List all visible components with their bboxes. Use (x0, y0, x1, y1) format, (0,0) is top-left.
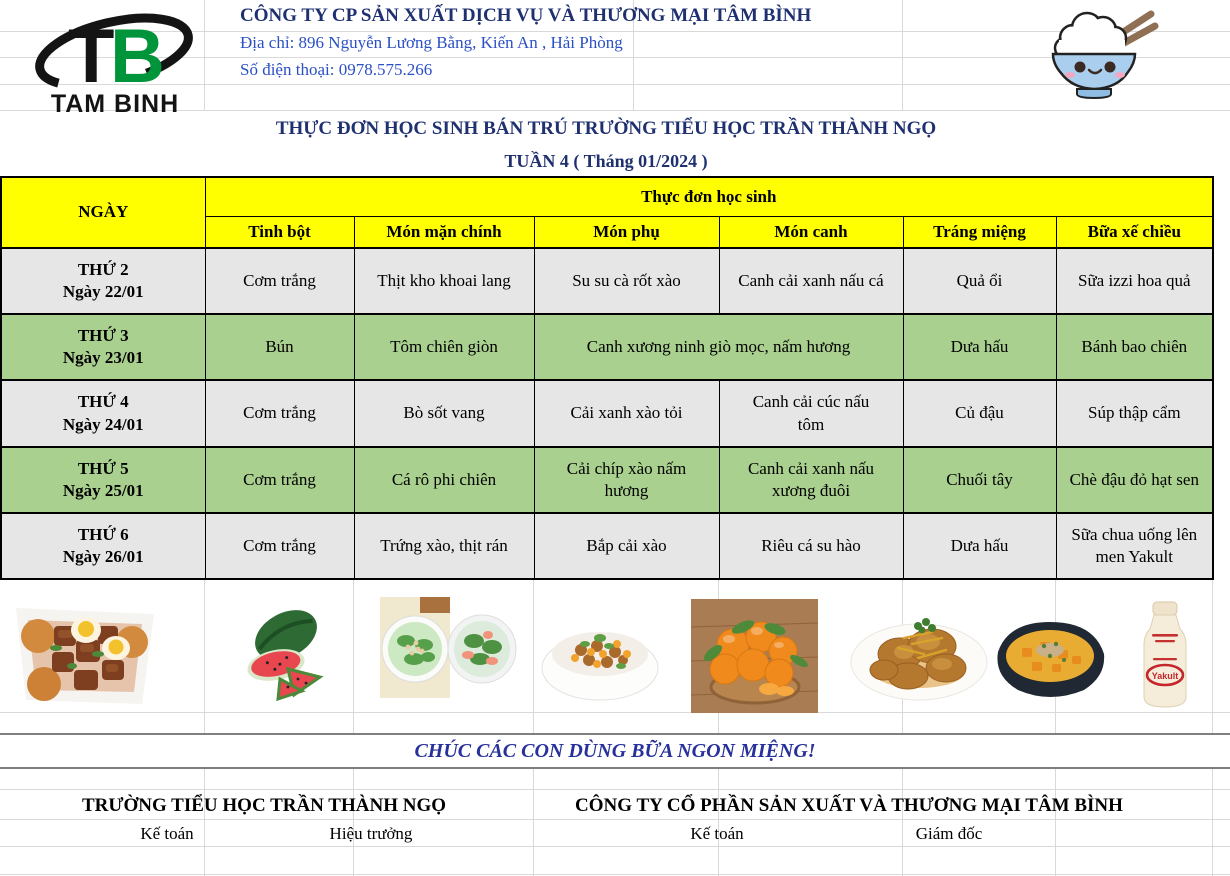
yakult-label: Yakult (1151, 671, 1179, 681)
gridline (0, 819, 1230, 820)
day-cell (1, 513, 205, 579)
company-phone: Số điện thoại: 0978.575.266 (240, 60, 433, 79)
tam-binh-logo-graphic (22, 4, 207, 116)
day-column-header: NGÀY (1, 177, 205, 248)
date-label: Ngày 26/01 (62, 547, 144, 566)
menu-cell: Quả ổi (903, 248, 1056, 314)
menu-cell: Cơm trắng (205, 248, 354, 314)
company-address: Địa chỉ: 896 Nguyễn Lương Bằng, Kiến An , Hải Phòng (240, 33, 623, 52)
menu-cell: Dưa hấu (903, 513, 1056, 579)
menu-cell: Cơm trắng (205, 447, 354, 513)
day-label: THỨ 5 (77, 458, 129, 478)
photo-tangerines-basket (691, 599, 818, 718)
sign-accountant-school: Kế toán (140, 824, 194, 843)
date-label: Ngày 24/01 (62, 414, 144, 434)
logo-letter-b: B (110, 14, 165, 99)
menu-cell: Sữa chua uống lên men Yakult (1056, 513, 1213, 579)
menu-cell: Tôm chiên giòn (354, 314, 534, 380)
photo-braised-pork-with-eggs (10, 596, 160, 717)
date-label: Ngày 23/01 (62, 348, 144, 367)
menu-cell: Chè đậu đỏ hạt sen (1056, 447, 1213, 513)
menu-cell: Bún (205, 314, 354, 380)
menu-cell: Sữa izzi hoa quả (1056, 248, 1213, 314)
menu-cell: Bắp cải xào (534, 513, 719, 579)
menu-group-header: Thực đơn học sinh (205, 177, 1213, 216)
column-header-mon-canh: Món canh (719, 216, 903, 248)
logo-letter-t: T (68, 14, 115, 99)
photo-braised-chicken (848, 602, 991, 719)
logo-caption: TAM BINH (50, 90, 180, 116)
photo-yakult-bottle (1136, 600, 1194, 714)
column-header-trang-mieng: Tráng miệng (903, 216, 1056, 248)
menu-cell: Củ đậu (903, 380, 1056, 447)
sign-principal: Hiệu trưởng (329, 824, 413, 843)
day-label: THỨ 3 (77, 325, 129, 345)
photo-watermelon (236, 603, 332, 707)
column-header-tinh-bot: Tinh bột (205, 216, 354, 248)
footer-school-name: TRƯỜNG TIỂU HỌC TRẦN THÀNH NGỌ (81, 795, 447, 816)
menu-cell: Canh cải xanh nấu cá (719, 248, 903, 314)
menu-cell: Dưa hấu (903, 314, 1056, 380)
menu-cell: Canh cải cúc nấu tôm (719, 380, 903, 447)
photo-stir-fried-vegetables (537, 610, 663, 711)
table-row-tuesday (1, 314, 1213, 380)
rice-bowl-icon (1035, 4, 1160, 106)
photo-pumpkin-soup (992, 612, 1109, 710)
document-title: THỰC ĐƠN HỌC SINH BÁN TRÚ TRƯỜNG TIỂU HỌC TRẦN THÀNH NGỌ (275, 118, 937, 139)
menu-cell: Thịt kho khoai lang (354, 248, 534, 314)
date-label: Ngày 25/01 (62, 481, 144, 500)
day-cell (1, 380, 205, 447)
column-header-mon-phu: Món phụ (534, 216, 719, 248)
table-row-thursday (1, 447, 1213, 513)
menu-cell: Trứng xào, thịt rán (354, 513, 534, 579)
column-header-mon-man-chinh: Món mặn chính (354, 216, 534, 248)
week-subtitle: TUẦN 4 ( Tháng 01/2024 ) (504, 151, 708, 171)
menu-cell: Cá rô phi chiên (354, 447, 534, 513)
column-header-bua-xe-chieu: Bữa xế chiều (1056, 216, 1213, 248)
day-cell (1, 248, 205, 314)
gridline (0, 712, 1230, 713)
day-cell (1, 447, 205, 513)
footer-company-name: CÔNG TY CỔ PHẦN SẢN XUẤT VÀ THƯƠNG MẠI TÂM BÌNH (575, 795, 1123, 816)
sign-director: Giám đốc (915, 824, 983, 843)
menu-cell: Cơm trắng (205, 513, 354, 579)
menu-cell: Bánh bao chiên (1056, 314, 1213, 380)
menu-cell: Riêu cá su hào (719, 513, 903, 579)
menu-cell: Cải chíp xào nấm hương (534, 447, 719, 513)
table-row-friday (1, 513, 1213, 579)
gridline (0, 789, 1230, 790)
sign-accountant-company: Kế toán (690, 824, 744, 843)
table-row-wednesday (1, 380, 1213, 447)
photo-vegetable-soup-bowls (380, 597, 518, 703)
gridline (0, 874, 1230, 875)
gridline (1212, 578, 1213, 876)
table-row-monday (1, 248, 1213, 314)
menu-cell: Chuối tây (903, 447, 1056, 513)
tam-binh-logo (22, 4, 207, 116)
menu-cell: Súp thập cẩm (1056, 380, 1213, 447)
gridline (533, 578, 534, 876)
company-name: CÔNG TY CP SẢN XUẤT DỊCH VỤ VÀ THƯƠNG MẠI TÂM BÌNH (240, 5, 812, 26)
day-label: THỨ 6 (77, 524, 129, 544)
day-cell (1, 314, 205, 380)
menu-cell: Su su cà rốt xào (534, 248, 719, 314)
day-label: THỨ 2 (77, 259, 129, 279)
menu-cell: Cải xanh xào tỏi (534, 380, 719, 447)
menu-table (0, 176, 1214, 580)
menu-cell: Bò sốt vang (354, 380, 534, 447)
menu-cell-merged: Canh xương ninh giò mọc, nấm hương (534, 314, 903, 380)
wish-banner: CHÚC CÁC CON DÙNG BỮA NGON MIỆNG! (0, 733, 1230, 769)
day-label: THỨ 4 (77, 392, 129, 412)
gridline (0, 846, 1230, 847)
menu-cell: Canh cải xanh nấu xương đuôi (719, 447, 903, 513)
date-label: Ngày 22/01 (62, 282, 144, 301)
menu-cell: Cơm trắng (205, 380, 354, 447)
